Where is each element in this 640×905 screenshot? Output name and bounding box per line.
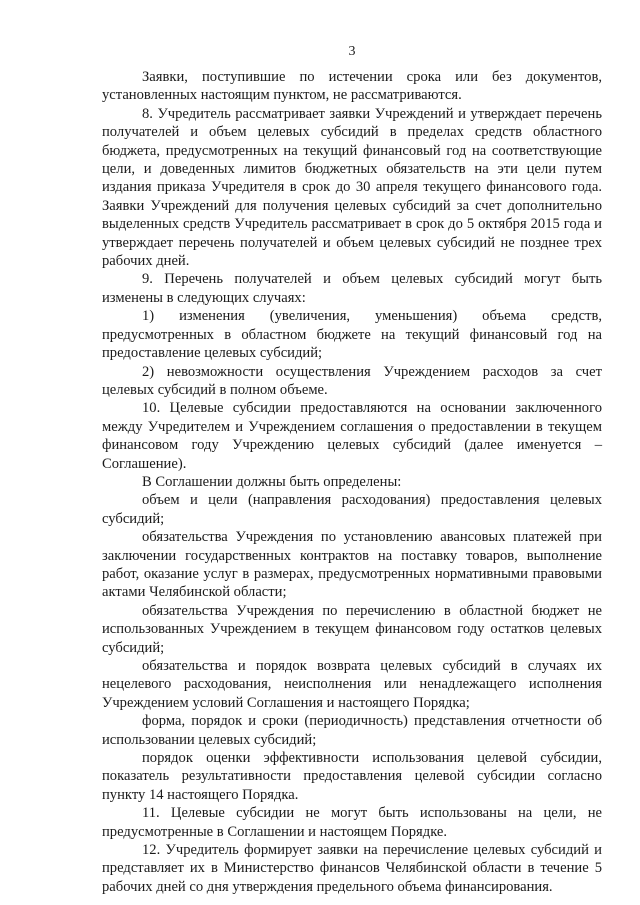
paragraph-agreement-term-3: обязательства Учреждения по перечислению в областной бюджет не использованных Учреждением в текущем финансовом году остатков целевых субсидий; <box>102 602 602 656</box>
paragraph-agreement-intro: В Соглашении должны быть определены: <box>142 473 402 490</box>
paragraph-applications-rejected: Заявки, поступившие по истечении срока или без документов, установленных настоящим пунктом, не рассматриваются. <box>102 69 602 104</box>
paragraph-agreement-term-6: порядок оценки эффективности использования целевой субсидии, показатель результативности предоставления целевой субсидии согласно пункту 14 настоящего Порядка. <box>102 750 602 803</box>
paragraph-agreement-term-1: объем и цели (направления расходования) предоставления целевых субсидий; <box>102 492 602 527</box>
paragraph-item-12: 12. Учредитель формирует заявки на перечисление целевых субсидий и представляет их в Министерство финансов Челябинской области в течение 5 рабочих дней со дня утверждения предельного объема финансирования. <box>102 842 602 895</box>
page-number: 3 <box>348 44 356 59</box>
paragraph-agreement-term-2: обязательства Учреждения по установлению авансовых платежей при заключении государственных контрактов на поставку товаров, выполнение работ, оказание услуг в размерах, предусмотренных нормативными правовыми актами Челябинской области; <box>102 529 602 601</box>
paragraph-agreement-term-5: форма, порядок и сроки (периодичность) представления отчетности об использовании целевых субсидий; <box>102 713 602 748</box>
paragraph-item-9: 9. Перечень получателей и объем целевых субсидий могут быть изменены в следующих случаях: <box>102 271 602 306</box>
paragraph-item-9-case-2: 2) невозможности осуществления Учреждением расходов за счет целевых субсидий в полном объеме. <box>102 363 602 398</box>
paragraph-agreement-term-4: обязательства и порядок возврата целевых субсидий в случаях их нецелевого расходования, неисполнения или ненадлежащего исполнения Учреждением условий Соглашения и настоящего Порядка; <box>102 658 602 711</box>
paragraph-item-9-case-1: 1) изменения (увеличения, уменьшения) объема средств, предусмотренных в областном бюджете на текущий финансовый год на предоставление целевых субсидий; <box>102 308 602 362</box>
paragraph-item-8: 8. Учредитель рассматривает заявки Учреждений и утверждает перечень получателей и объем целевых субсидий в пределах средств областного бюджета, предусмотренных на текущий финансовый год на соответствующие цели, и доведенных лимитов бюджетных обязательств на эти цели путем издания приказа Учредителя в срок до 30 апреля текущего финансового года. Заявки Учреждений для получения целевых субсидий за счет дополнительно выделенных средств Учредитель рассматривает в срок до 5 октября 2015 года и утверждает перечень получателей и объем целевых субсидий не позднее трех рабочих дней. <box>102 105 602 270</box>
paragraph-item-11: 11. Целевые субсидии не могут быть использованы на цели, не предусмотренные в Соглашении и настоящем Порядке. <box>102 805 602 840</box>
paragraph-item-10: 10. Целевые субсидии предоставляются на основании заключенного между Учредителем и Учреждением соглашения о предоставлении в текущем финансовом году Учреждению целевых субсидий (далее именуется – Соглашение). <box>102 400 602 472</box>
